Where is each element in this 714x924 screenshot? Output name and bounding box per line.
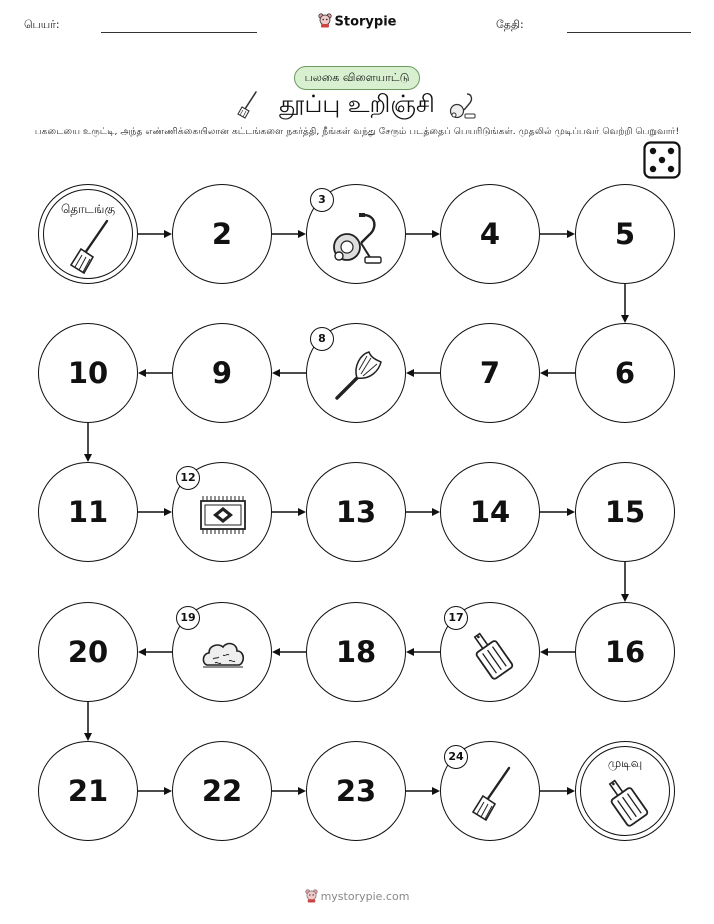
space-number: 18 xyxy=(335,635,377,669)
rug-icon xyxy=(193,485,253,545)
board-space xyxy=(38,741,138,841)
board-space xyxy=(440,323,540,423)
space-number-badge: 17 xyxy=(444,606,468,630)
board-space xyxy=(440,184,540,284)
space-number: 11 xyxy=(67,495,109,529)
path-arrow xyxy=(272,648,306,656)
picture-space xyxy=(306,184,406,284)
broom-icon xyxy=(59,217,119,277)
board-space xyxy=(575,323,675,423)
dustpan-icon xyxy=(461,625,521,685)
space-number: 4 xyxy=(479,217,501,251)
footer-url: mystorypie.com xyxy=(320,890,410,903)
space-number-badge: 24 xyxy=(444,745,468,769)
space-number-badge: 8 xyxy=(310,327,334,351)
start-space xyxy=(38,184,138,284)
board-space xyxy=(38,323,138,423)
vacuum-cleaner-icon xyxy=(327,207,387,267)
board-space xyxy=(575,602,675,702)
path-arrow xyxy=(138,508,172,516)
finish-label: முடிவு xyxy=(607,756,643,770)
path-arrow xyxy=(406,648,440,656)
storypie-bear-icon xyxy=(305,888,318,906)
board-space xyxy=(440,462,540,562)
page-title: தூப்பு உறிஞ்சி xyxy=(279,90,435,118)
path-arrow xyxy=(406,787,440,795)
board-space xyxy=(38,462,138,562)
path-arrow xyxy=(406,369,440,377)
space-number: 20 xyxy=(67,635,109,669)
path-arrow xyxy=(272,369,306,377)
board-space xyxy=(306,462,406,562)
space-number: 22 xyxy=(201,774,243,808)
path-arrow xyxy=(540,369,575,377)
path-arrow xyxy=(272,230,306,238)
path-arrow xyxy=(540,787,575,795)
board-space xyxy=(172,184,272,284)
path-arrow xyxy=(84,423,92,462)
path-arrow xyxy=(621,284,629,323)
path-arrow xyxy=(540,230,575,238)
space-number: 2 xyxy=(211,217,233,251)
board-space xyxy=(172,323,272,423)
path-arrow xyxy=(272,787,306,795)
feather-duster-icon xyxy=(327,346,387,406)
path-arrow xyxy=(540,508,575,516)
space-number-badge: 19 xyxy=(176,606,200,630)
path-arrow xyxy=(406,508,440,516)
dustpan-icon xyxy=(596,772,656,832)
board-space xyxy=(38,602,138,702)
dust-ball-icon xyxy=(193,625,253,685)
space-number: 13 xyxy=(335,495,377,529)
space-number: 10 xyxy=(67,356,109,390)
date-label: தேதி: xyxy=(496,18,524,31)
board-space xyxy=(575,462,675,562)
space-number: 9 xyxy=(211,356,233,390)
broom-icon xyxy=(461,764,521,824)
picture-space xyxy=(306,323,406,423)
path-arrow xyxy=(540,648,575,656)
space-number: 15 xyxy=(604,495,646,529)
path-arrow xyxy=(138,369,172,377)
start-label: தொடங்கு xyxy=(60,202,116,216)
space-number: 7 xyxy=(479,356,501,390)
path-arrow xyxy=(138,648,172,656)
space-number: 23 xyxy=(335,774,377,808)
space-number: 16 xyxy=(604,635,646,669)
brand-name: Storypie xyxy=(334,14,397,30)
instructions: பகடையை உருட்டி, அந்த எண்ணிக்கையிலான கட்டங்களை நகர்த்தி, நீங்கள் வந்து சேரும் படத்தைப் பெயரிடுங்கள். முதலில் முடிப்பவர் வெற்றி பெறுவார்! xyxy=(34,126,680,137)
path-arrow xyxy=(138,787,172,795)
picture-space xyxy=(172,602,272,702)
path-arrow xyxy=(84,702,92,741)
path-arrow xyxy=(272,508,306,516)
footer xyxy=(0,888,714,906)
space-number-badge: 3 xyxy=(310,188,334,212)
space-number: 5 xyxy=(614,217,636,251)
picture-space xyxy=(440,741,540,841)
board-space xyxy=(306,741,406,841)
picture-space xyxy=(440,602,540,702)
finish-space xyxy=(575,741,675,841)
path-arrow xyxy=(621,562,629,602)
path-arrow xyxy=(138,230,172,238)
name-label: பெயர்: xyxy=(24,18,60,31)
space-number-badge: 12 xyxy=(176,466,200,490)
game-type-badge: பலகை விளையாட்டு xyxy=(294,66,420,90)
space-number: 21 xyxy=(67,774,109,808)
board-space xyxy=(575,184,675,284)
space-number: 14 xyxy=(469,495,511,529)
board-space xyxy=(306,602,406,702)
board-space xyxy=(172,741,272,841)
path-arrow xyxy=(406,230,440,238)
picture-space xyxy=(172,462,272,562)
space-number: 6 xyxy=(614,356,636,390)
